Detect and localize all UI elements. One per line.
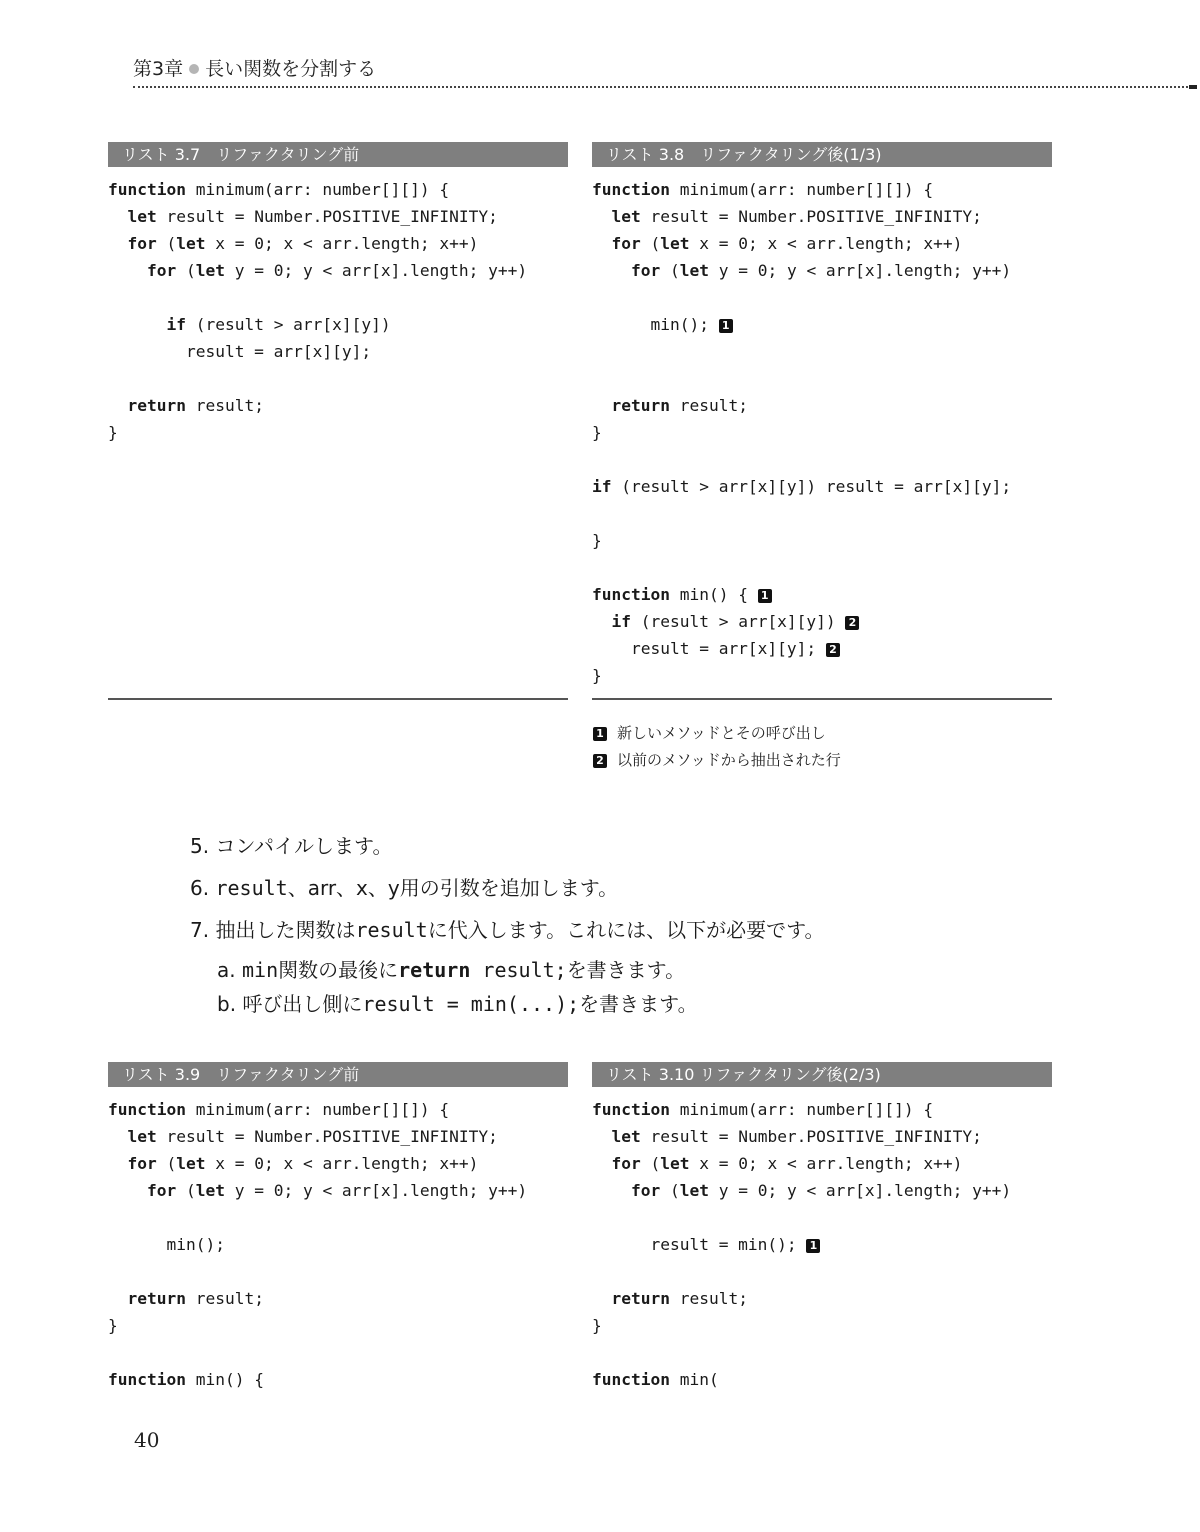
code-text: (: [640, 1154, 661, 1173]
header-dotted-rule: [133, 86, 1196, 88]
code-keyword: let: [660, 1154, 690, 1173]
code-line: [108, 1366, 527, 1393]
code-line: [108, 203, 527, 230]
code-keyword: for: [127, 1154, 157, 1173]
step-text: 、arr、x、y用の引数を追加します。: [287, 876, 619, 900]
step-number: 5.: [190, 834, 210, 858]
code-keyword: for: [630, 261, 661, 280]
code-text: min(: [669, 1370, 719, 1389]
step-number: 7.: [190, 918, 210, 942]
code-line: [592, 1231, 1011, 1258]
code-text: [592, 1181, 631, 1200]
code-text: (: [660, 1181, 680, 1200]
code-text: result = arr[x][y];: [592, 639, 826, 658]
code-line: [592, 419, 1011, 446]
badge-2-icon: 2: [593, 754, 607, 768]
code-line: [592, 338, 1011, 365]
step-number: b.: [217, 992, 237, 1016]
code-keyword: if: [592, 477, 612, 496]
code-line: [108, 365, 527, 392]
code-text: [592, 234, 612, 253]
code-text: min();: [592, 315, 719, 334]
badge-1-icon: 1: [593, 727, 607, 741]
code-line: [592, 1123, 1011, 1150]
code-line: [592, 662, 1011, 689]
annotation-note-1: [593, 722, 826, 743]
code-line: [108, 1231, 527, 1258]
code-text: minimum(arr: number[][]) {: [185, 1100, 450, 1119]
code-line: [592, 446, 1011, 473]
code-keyword: for: [146, 1181, 177, 1200]
listing-3-8-bottom-rule: [592, 698, 1052, 700]
code-text: (result > arr[x][y]): [185, 315, 391, 334]
code-line: [108, 1150, 527, 1177]
code-line: [592, 581, 1011, 608]
chapter-label: 第3章: [133, 58, 184, 80]
code-line: [108, 257, 527, 284]
code-line: [592, 554, 1011, 581]
code-text: y = 0; y < arr[x].length; y++): [708, 1181, 1012, 1200]
code-line: [108, 1177, 527, 1204]
code-text: result;: [185, 1289, 264, 1308]
code-keyword: let: [176, 1154, 206, 1173]
code-keyword: function: [592, 1100, 670, 1119]
code-line: [108, 1285, 527, 1312]
code-keyword: return: [127, 1289, 186, 1308]
code-text: [108, 1181, 147, 1200]
code-line: [592, 230, 1011, 257]
step-7a: [217, 954, 685, 983]
listing-3-7-code: [108, 176, 527, 446]
code-line: [108, 1123, 527, 1150]
code-text: result = min();: [592, 1235, 807, 1254]
step-7b: [217, 988, 698, 1017]
listing-3-8-title: リスト 3.8 リファクタリング後(1/3): [592, 142, 1052, 167]
code-keyword: return: [611, 396, 670, 415]
inline-code: result;: [470, 958, 567, 982]
code-text: x = 0; x < arr.length; x++): [689, 234, 963, 253]
annotation-note-text: 新しいメソッドとその呼び出し: [617, 724, 826, 742]
code-keyword: let: [195, 1181, 225, 1200]
code-text: result;: [669, 396, 748, 415]
code-line: [592, 1177, 1011, 1204]
code-text: [108, 315, 166, 334]
header-rule-end: [1189, 85, 1197, 89]
listing-3-7-bottom-rule: [108, 698, 568, 700]
code-text: [108, 261, 147, 280]
code-line: [592, 608, 1011, 635]
code-line: [108, 338, 527, 365]
code-text: y = 0; y < arr[x].length; y++): [708, 261, 1012, 280]
code-keyword: let: [127, 207, 157, 226]
code-text: (: [640, 234, 661, 253]
step-text: に代入します。これには、以下が必要です。: [427, 918, 825, 942]
code-text: [592, 261, 631, 280]
code-text: x = 0; x < arr.length; x++): [205, 1154, 479, 1173]
code-keyword: let: [176, 234, 206, 253]
inline-code: result: [355, 918, 428, 942]
inline-code: result = min(...);: [362, 992, 580, 1016]
badge-1-icon: 1: [758, 589, 772, 603]
code-keyword: let: [679, 1181, 709, 1200]
code-line: [592, 527, 1011, 554]
code-text: x = 0; x < arr.length; x++): [205, 234, 479, 253]
code-text: }: [592, 531, 602, 550]
code-keyword: let: [195, 261, 225, 280]
code-text: y = 0; y < arr[x].length; y++): [224, 1181, 528, 1200]
code-keyword: function: [592, 1370, 670, 1389]
code-text: [592, 612, 612, 631]
code-keyword: let: [611, 1127, 641, 1146]
step-number: 6.: [190, 876, 210, 900]
step-6: [190, 872, 618, 901]
code-keyword: function: [592, 585, 670, 604]
code-line: [592, 176, 1011, 203]
code-text: result = Number.POSITIVE_INFINITY;: [156, 1127, 498, 1146]
step-number: a.: [217, 958, 236, 982]
code-keyword: if: [166, 315, 186, 334]
code-keyword: for: [611, 234, 641, 253]
code-text: result;: [669, 1289, 748, 1308]
code-keyword: let: [611, 207, 641, 226]
code-line: [592, 257, 1011, 284]
code-text: [592, 207, 612, 226]
code-keyword: let: [127, 1127, 157, 1146]
code-text: x = 0; x < arr.length; x++): [689, 1154, 963, 1173]
code-text: }: [592, 1316, 602, 1335]
step-text: を書きます。: [566, 958, 686, 982]
code-line: [592, 635, 1011, 662]
code-line: [592, 392, 1011, 419]
code-line: [592, 473, 1011, 500]
code-keyword: for: [146, 261, 177, 280]
code-text: result = Number.POSITIVE_INFINITY;: [640, 207, 982, 226]
code-line: [108, 284, 527, 311]
code-text: }: [592, 423, 602, 442]
code-text: result;: [185, 396, 264, 415]
code-text: [592, 396, 612, 415]
code-line: [108, 1258, 527, 1285]
code-line: [592, 311, 1011, 338]
code-line: [592, 1285, 1011, 1312]
annotation-note-text: 以前のメソッドから抽出された行: [617, 751, 841, 769]
inline-code-keyword: return: [398, 958, 471, 982]
code-line: [592, 1096, 1011, 1123]
listing-3-8-code: [592, 176, 1011, 689]
listing-3-10-title: リスト 3.10 リファクタリング後(2/3): [592, 1062, 1052, 1087]
code-text: [592, 1154, 612, 1173]
code-text: [108, 207, 128, 226]
code-text: min() {: [185, 1370, 264, 1389]
step-7: [190, 914, 825, 943]
code-text: [108, 1127, 128, 1146]
badge-1-icon: 1: [806, 1239, 820, 1253]
code-text: min();: [108, 1235, 225, 1254]
code-line: [592, 1366, 1011, 1393]
code-text: (: [156, 234, 177, 253]
code-line: [108, 176, 527, 203]
step-text: 抽出した関数は: [215, 918, 356, 942]
code-text: min() {: [669, 585, 758, 604]
code-keyword: function: [592, 180, 670, 199]
code-text: (: [176, 261, 196, 280]
code-line: [108, 230, 527, 257]
step-text: 関数の最後に: [278, 958, 399, 982]
code-text: (: [156, 1154, 177, 1173]
code-text: [108, 234, 128, 253]
code-keyword: if: [611, 612, 631, 631]
code-text: [592, 1127, 612, 1146]
code-line: [592, 1204, 1011, 1231]
code-text: result = Number.POSITIVE_INFINITY;: [640, 1127, 982, 1146]
code-line: [108, 1096, 527, 1123]
code-line: [108, 392, 527, 419]
code-line: [108, 419, 527, 446]
bullet-icon: [189, 64, 199, 74]
step-text: 呼び出し側に: [242, 992, 363, 1016]
code-keyword: function: [108, 1100, 186, 1119]
badge-2-icon: 2: [826, 643, 840, 657]
code-text: [108, 1154, 128, 1173]
code-keyword: for: [611, 1154, 641, 1173]
listing-3-9-code: [108, 1096, 527, 1393]
code-text: result = arr[x][y];: [108, 342, 372, 361]
code-line: [592, 1258, 1011, 1285]
code-line: [592, 284, 1011, 311]
code-text: result = Number.POSITIVE_INFINITY;: [156, 207, 498, 226]
code-text: [108, 1289, 128, 1308]
code-text: }: [108, 423, 118, 442]
step-text: コンパイルします。: [215, 834, 393, 858]
code-keyword: function: [108, 180, 186, 199]
code-keyword: function: [108, 1370, 186, 1389]
code-keyword: let: [679, 261, 709, 280]
code-keyword: for: [127, 234, 157, 253]
inline-code: result: [215, 876, 288, 900]
page-number: 40: [134, 1428, 160, 1452]
code-line: [108, 311, 527, 338]
code-keyword: return: [611, 1289, 670, 1308]
code-keyword: let: [660, 234, 690, 253]
code-line: [108, 1312, 527, 1339]
code-text: minimum(arr: number[][]) {: [669, 180, 934, 199]
code-line: [592, 365, 1011, 392]
code-keyword: for: [630, 1181, 661, 1200]
code-line: [592, 203, 1011, 230]
code-text: }: [592, 666, 602, 685]
listing-3-10-code: [592, 1096, 1011, 1393]
inline-code: min: [241, 958, 279, 982]
code-line: [592, 1150, 1011, 1177]
code-text: (result > arr[x][y]): [631, 612, 846, 631]
listing-3-7-title: リスト 3.7 リファクタリング前: [108, 142, 568, 167]
code-line: [108, 1204, 527, 1231]
code-line: [592, 1339, 1011, 1366]
code-text: [592, 1289, 612, 1308]
code-keyword: return: [127, 396, 186, 415]
code-text: [108, 396, 128, 415]
chapter-title: 長い関数を分割する: [205, 58, 377, 80]
code-line: [108, 1339, 527, 1366]
code-text: minimum(arr: number[][]) {: [669, 1100, 934, 1119]
step-5: [190, 830, 392, 859]
badge-1-icon: 1: [719, 319, 733, 333]
step-text: を書きます。: [579, 992, 698, 1016]
code-text: (: [176, 1181, 196, 1200]
badge-2-icon: 2: [845, 616, 859, 630]
code-text: }: [108, 1316, 118, 1335]
code-text: y = 0; y < arr[x].length; y++): [224, 261, 528, 280]
code-text: (: [660, 261, 680, 280]
code-line: [592, 500, 1011, 527]
code-text: (result > arr[x][y]) result = arr[x][y];: [611, 477, 1012, 496]
listing-3-9-title: リスト 3.9 リファクタリング前: [108, 1062, 568, 1087]
running-header: [133, 54, 376, 81]
code-line: [592, 1312, 1011, 1339]
annotation-note-2: [593, 749, 841, 770]
code-text: minimum(arr: number[][]) {: [185, 180, 450, 199]
